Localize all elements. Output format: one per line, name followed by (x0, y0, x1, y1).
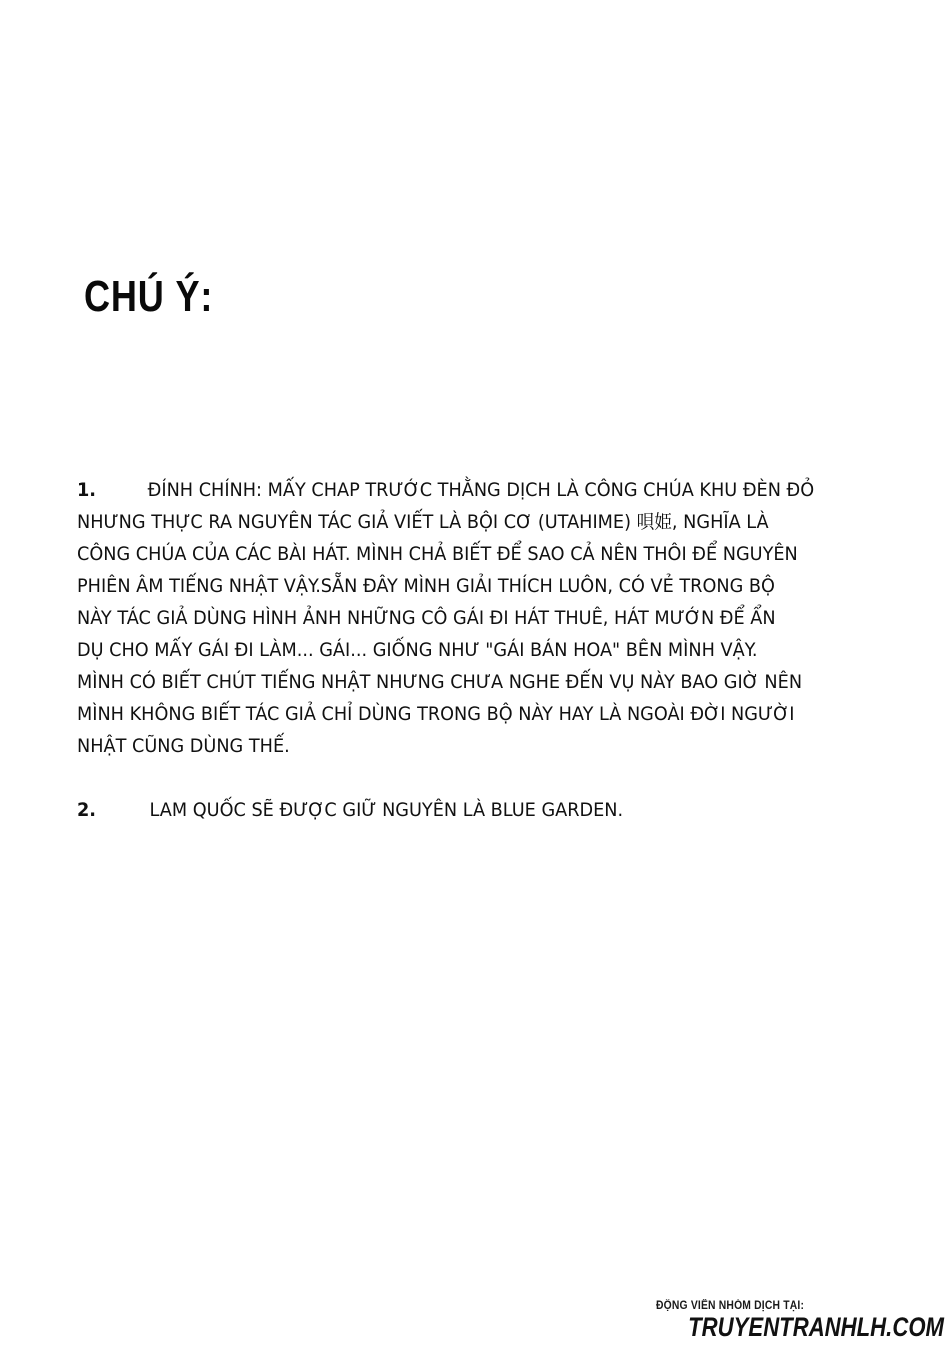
credit-caption: ĐỘNG VIÊN NHÓM DỊCH TẠI: (656, 1300, 805, 1312)
note-number: 2. (77, 799, 97, 821)
credit-site-link: TRUYENTRANHLH.COM (688, 1312, 944, 1342)
note-line (77, 794, 840, 826)
note-line: NHẬT CŨNG DÙNG THẾ. (77, 735, 290, 757)
credit-watermark (632, 1300, 944, 1342)
page-title: CHÚ Ý: (84, 272, 214, 321)
note-line: MÌNH CÓ BIẾT CHÚT TIẾNG NHẬT NHƯNG CHƯA NGHE ĐẾN VỤ NÀY BAO GIỜ NÊN (77, 671, 803, 693)
note-2 (77, 794, 897, 826)
note-line: NHƯNG THỰC RA NGUYÊN TÁC GIẢ VIẾT LÀ BỘI CƠ (UTAHIME) 唄姫, NGHĨA LÀ (77, 511, 769, 533)
note-line: DỤ CHO MẤY GÁI ĐI LÀM... GÁI... GIỐNG NHƯ "GÁI BÁN HOA" BÊN MÌNH VẬY. (77, 639, 758, 661)
note-line (77, 474, 840, 506)
note-line: NÀY TÁC GIẢ DÙNG HÌNH ẢNH NHỮNG CÔ GÁI ĐI HÁT THUÊ, HÁT MƯỚN ĐỂ ẨN (77, 607, 776, 629)
note-text: ĐÍNH CHÍNH: MẤY CHAP TRƯỚC THẰNG DỊCH LÀ CÔNG CHÚA KHU ĐÈN ĐỎ (147, 479, 815, 501)
note-line: MÌNH KHÔNG BIẾT TÁC GIẢ CHỈ DÙNG TRONG BỘ NÀY HAY LÀ NGOÀI ĐỜI NGƯỜI (77, 703, 795, 725)
note-line: PHIÊN ÂM TIẾNG NHẬT VẬY.SẴN ĐÂY MÌNH GIẢI THÍCH LUÔN, CÓ VẺ TRONG BỘ (77, 575, 775, 597)
note-number: 1. (77, 479, 97, 501)
note-1 (77, 474, 897, 762)
note-text: LAM QUỐC SẼ ĐƯỢC GIỮ NGUYÊN LÀ BLUE GARDEN. (149, 799, 624, 821)
note-line: CÔNG CHÚA CỦA CÁC BÀI HÁT. MÌNH CHẢ BIẾT ĐỂ SAO CẢ NÊN THÔI ĐỂ NGUYÊN (77, 543, 798, 565)
